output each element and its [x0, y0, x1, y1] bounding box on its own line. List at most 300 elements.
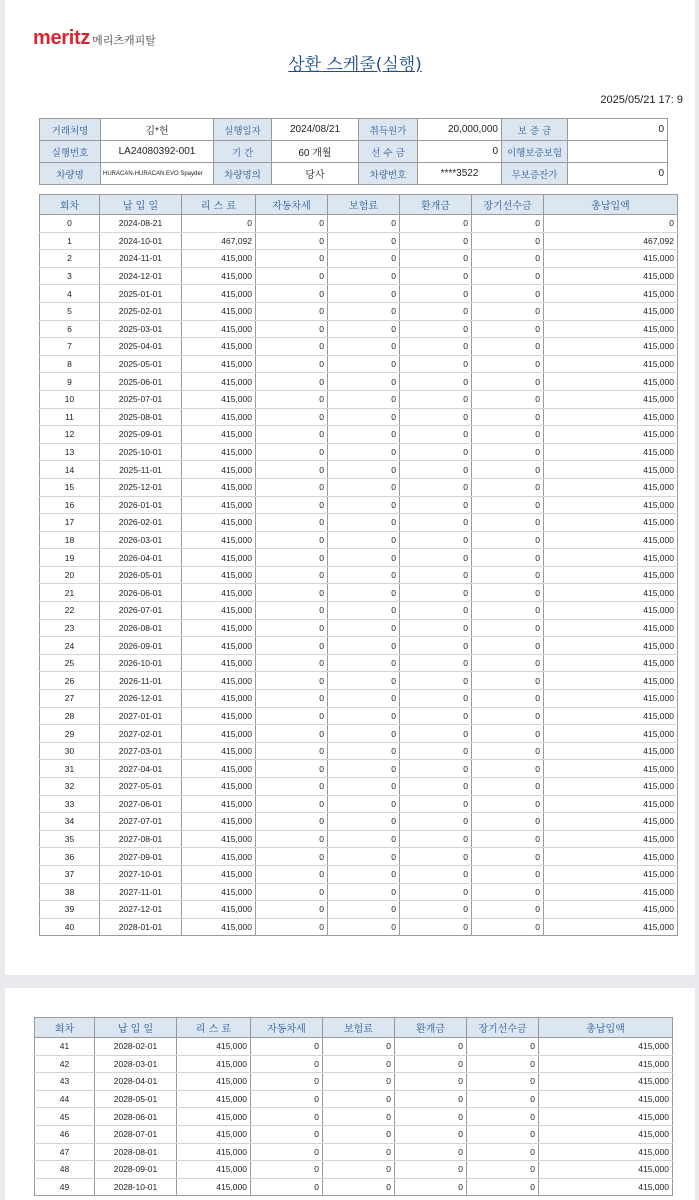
cell-long-term-advance: 0 — [472, 918, 544, 936]
info-row — [40, 119, 668, 141]
cell-total-payment: 415,000 — [544, 707, 678, 725]
info-label: 선 수 금 — [359, 141, 418, 163]
cell-total-payment: 415,000 — [544, 602, 678, 620]
cell-refund: 0 — [400, 443, 472, 461]
cell-round: 21 — [40, 584, 100, 602]
cell-insurance: 0 — [323, 1055, 395, 1073]
cell-long-term-advance: 0 — [467, 1143, 539, 1161]
cell-round: 11 — [40, 408, 100, 426]
cell-car-tax: 0 — [256, 232, 328, 250]
cell-round: 18 — [40, 531, 100, 549]
cell-round: 20 — [40, 566, 100, 584]
cell-long-term-advance: 0 — [472, 742, 544, 760]
cell-long-term-advance: 0 — [467, 1161, 539, 1179]
cell-lease-fee: 415,000 — [182, 250, 256, 268]
cell-round: 38 — [40, 883, 100, 901]
cell-car-tax: 0 — [256, 338, 328, 356]
cell-payment-date: 2025-08-01 — [100, 408, 182, 426]
cell-payment-date: 2026-01-01 — [100, 496, 182, 514]
cell-payment-date: 2027-01-01 — [100, 707, 182, 725]
cell-round: 32 — [40, 778, 100, 796]
cell-total-payment: 415,000 — [544, 654, 678, 672]
cell-total-payment: 0 — [544, 215, 678, 233]
cell-insurance: 0 — [328, 549, 400, 567]
cell-lease-fee: 415,000 — [182, 584, 256, 602]
cell-insurance: 0 — [328, 690, 400, 708]
table-row — [40, 267, 678, 285]
cell-refund: 0 — [400, 496, 472, 514]
cell-insurance: 0 — [328, 778, 400, 796]
info-label: 실행일자 — [214, 119, 272, 141]
table-row — [40, 865, 678, 883]
table-row — [40, 320, 678, 338]
info-label: 이행보증보험 — [502, 141, 568, 163]
col-header-refund: 환개금 — [400, 195, 472, 215]
col-header-total-payment: 총납입액 — [544, 195, 678, 215]
cell-refund: 0 — [395, 1108, 467, 1126]
cell-lease-fee: 415,000 — [177, 1178, 251, 1196]
cell-car-tax: 0 — [251, 1178, 323, 1196]
cell-car-tax: 0 — [256, 302, 328, 320]
cell-lease-fee: 415,000 — [182, 478, 256, 496]
cell-round: 4 — [40, 285, 100, 303]
cell-insurance: 0 — [328, 602, 400, 620]
cell-refund: 0 — [400, 918, 472, 936]
cell-long-term-advance: 0 — [472, 654, 544, 672]
cell-payment-date: 2026-07-01 — [100, 602, 182, 620]
cell-payment-date: 2026-02-01 — [100, 514, 182, 532]
cell-payment-date: 2027-11-01 — [100, 883, 182, 901]
cell-refund: 0 — [400, 426, 472, 444]
table-row — [40, 514, 678, 532]
cell-round: 2 — [40, 250, 100, 268]
cell-refund: 0 — [395, 1073, 467, 1091]
cell-total-payment: 415,000 — [544, 566, 678, 584]
table-row — [35, 1055, 673, 1073]
cell-insurance: 0 — [323, 1108, 395, 1126]
cell-car-tax: 0 — [256, 918, 328, 936]
cell-round: 19 — [40, 549, 100, 567]
cell-refund: 0 — [395, 1090, 467, 1108]
table-row — [35, 1038, 673, 1056]
cell-lease-fee: 415,000 — [177, 1125, 251, 1143]
cell-car-tax: 0 — [256, 390, 328, 408]
cell-car-tax: 0 — [256, 373, 328, 391]
cell-refund: 0 — [400, 338, 472, 356]
cell-insurance: 0 — [328, 865, 400, 883]
cell-refund: 0 — [400, 654, 472, 672]
cell-total-payment: 415,000 — [544, 619, 678, 637]
cell-payment-date: 2026-09-01 — [100, 637, 182, 655]
cell-long-term-advance: 0 — [472, 215, 544, 233]
cell-payment-date: 2027-06-01 — [100, 795, 182, 813]
cell-car-tax: 0 — [256, 848, 328, 866]
cell-round: 46 — [35, 1125, 95, 1143]
cell-insurance: 0 — [328, 496, 400, 514]
cell-lease-fee: 415,000 — [182, 373, 256, 391]
cell-round: 5 — [40, 302, 100, 320]
cell-refund: 0 — [400, 901, 472, 919]
info-label: 보 증 금 — [502, 119, 568, 141]
cell-long-term-advance: 0 — [467, 1073, 539, 1091]
info-row — [40, 163, 668, 185]
cell-insurance: 0 — [328, 426, 400, 444]
cell-round: 43 — [35, 1073, 95, 1091]
cell-total-payment: 415,000 — [544, 320, 678, 338]
cell-round: 29 — [40, 725, 100, 743]
cell-refund: 0 — [400, 795, 472, 813]
table-row — [40, 778, 678, 796]
info-value: 2024/08/21 — [272, 119, 359, 141]
cell-insurance: 0 — [328, 654, 400, 672]
cell-payment-date: 2027-09-01 — [100, 848, 182, 866]
cell-long-term-advance: 0 — [472, 232, 544, 250]
cell-payment-date: 2028-07-01 — [95, 1125, 177, 1143]
col-header-lease-fee: 리 스 료 — [177, 1018, 251, 1038]
cell-payment-date: 2028-08-01 — [95, 1143, 177, 1161]
cell-payment-date: 2025-06-01 — [100, 373, 182, 391]
cell-total-payment: 415,000 — [539, 1143, 673, 1161]
cell-refund: 0 — [400, 865, 472, 883]
cell-insurance: 0 — [328, 373, 400, 391]
cell-round: 42 — [35, 1055, 95, 1073]
cell-lease-fee: 415,000 — [182, 760, 256, 778]
meritz-logo — [33, 27, 156, 50]
cell-lease-fee: 415,000 — [182, 830, 256, 848]
logo-company-name: 메리츠캐피탈 — [92, 34, 156, 47]
cell-long-term-advance: 0 — [472, 813, 544, 831]
cell-total-payment: 415,000 — [544, 778, 678, 796]
cell-long-term-advance: 0 — [472, 285, 544, 303]
info-label: 실행번호 — [40, 141, 101, 163]
cell-refund: 0 — [400, 355, 472, 373]
cell-total-payment: 415,000 — [544, 461, 678, 479]
cell-insurance: 0 — [323, 1143, 395, 1161]
cell-refund: 0 — [400, 742, 472, 760]
cell-refund: 0 — [400, 373, 472, 391]
cell-car-tax: 0 — [251, 1125, 323, 1143]
cell-lease-fee: 415,000 — [182, 285, 256, 303]
page-title: 상환 스케줄(실행) — [288, 55, 422, 75]
cell-car-tax: 0 — [251, 1143, 323, 1161]
cell-payment-date: 2025-03-01 — [100, 320, 182, 338]
cell-insurance: 0 — [323, 1038, 395, 1056]
cell-car-tax: 0 — [256, 760, 328, 778]
cell-payment-date: 2026-11-01 — [100, 672, 182, 690]
table-row — [40, 531, 678, 549]
cell-payment-date: 2027-10-01 — [100, 865, 182, 883]
cell-round: 35 — [40, 830, 100, 848]
cell-round: 14 — [40, 461, 100, 479]
cell-lease-fee: 415,000 — [177, 1073, 251, 1091]
cell-long-term-advance: 0 — [472, 795, 544, 813]
table-row — [40, 496, 678, 514]
cell-round: 8 — [40, 355, 100, 373]
cell-lease-fee: 415,000 — [182, 602, 256, 620]
col-header-lease-fee: 리 스 료 — [182, 195, 256, 215]
cell-long-term-advance: 0 — [472, 672, 544, 690]
cell-car-tax: 0 — [256, 514, 328, 532]
info-label: 차량명 — [40, 163, 101, 185]
cell-car-tax: 0 — [256, 320, 328, 338]
cell-refund: 0 — [400, 514, 472, 532]
cell-long-term-advance: 0 — [467, 1178, 539, 1196]
table-row — [40, 373, 678, 391]
table-row — [35, 1090, 673, 1108]
cell-total-payment: 415,000 — [544, 285, 678, 303]
cell-insurance: 0 — [328, 901, 400, 919]
cell-insurance: 0 — [328, 584, 400, 602]
cell-payment-date: 2026-03-01 — [100, 531, 182, 549]
cell-round: 6 — [40, 320, 100, 338]
cell-long-term-advance: 0 — [467, 1090, 539, 1108]
cell-payment-date: 2028-10-01 — [95, 1178, 177, 1196]
col-header-insurance: 보험료 — [328, 195, 400, 215]
cell-car-tax: 0 — [256, 813, 328, 831]
cell-car-tax: 0 — [251, 1161, 323, 1179]
cell-car-tax: 0 — [256, 830, 328, 848]
cell-payment-date: 2024-08-21 — [100, 215, 182, 233]
cell-insurance: 0 — [328, 355, 400, 373]
cell-insurance: 0 — [328, 478, 400, 496]
cell-insurance: 0 — [328, 338, 400, 356]
cell-insurance: 0 — [328, 742, 400, 760]
cell-round: 27 — [40, 690, 100, 708]
table-row — [40, 918, 678, 936]
cell-insurance: 0 — [328, 813, 400, 831]
cell-lease-fee: 415,000 — [177, 1038, 251, 1056]
cell-payment-date: 2027-04-01 — [100, 760, 182, 778]
cell-total-payment: 415,000 — [544, 848, 678, 866]
cell-round: 34 — [40, 813, 100, 831]
cell-long-term-advance: 0 — [472, 478, 544, 496]
cell-refund: 0 — [400, 848, 472, 866]
cell-total-payment: 415,000 — [544, 637, 678, 655]
cell-long-term-advance: 0 — [472, 690, 544, 708]
cell-car-tax: 0 — [256, 443, 328, 461]
cell-long-term-advance: 0 — [472, 778, 544, 796]
cell-payment-date: 2026-12-01 — [100, 690, 182, 708]
table-row — [40, 830, 678, 848]
cell-payment-date: 2026-06-01 — [100, 584, 182, 602]
cell-long-term-advance: 0 — [472, 426, 544, 444]
cell-payment-date: 2027-05-01 — [100, 778, 182, 796]
cell-insurance: 0 — [328, 531, 400, 549]
cell-total-payment: 415,000 — [544, 742, 678, 760]
cell-payment-date: 2028-01-01 — [100, 918, 182, 936]
cell-payment-date: 2027-02-01 — [100, 725, 182, 743]
cell-lease-fee: 415,000 — [182, 496, 256, 514]
cell-car-tax: 0 — [256, 637, 328, 655]
cell-total-payment: 415,000 — [544, 355, 678, 373]
cell-payment-date: 2027-12-01 — [100, 901, 182, 919]
table-row — [35, 1143, 673, 1161]
cell-insurance: 0 — [328, 830, 400, 848]
cell-car-tax: 0 — [256, 549, 328, 567]
cell-round: 7 — [40, 338, 100, 356]
cell-insurance: 0 — [328, 725, 400, 743]
table-row — [40, 408, 678, 426]
cell-refund: 0 — [395, 1055, 467, 1073]
cell-insurance: 0 — [328, 795, 400, 813]
cell-lease-fee: 415,000 — [182, 865, 256, 883]
cell-long-term-advance: 0 — [472, 566, 544, 584]
table-row — [40, 619, 678, 637]
cell-long-term-advance: 0 — [472, 619, 544, 637]
table-row — [35, 1073, 673, 1091]
info-label: 차량명의 — [214, 163, 272, 185]
cell-round: 49 — [35, 1178, 95, 1196]
cell-lease-fee: 415,000 — [182, 795, 256, 813]
cell-total-payment: 415,000 — [544, 250, 678, 268]
table-row — [35, 1108, 673, 1126]
cell-car-tax: 0 — [256, 654, 328, 672]
table-row — [40, 478, 678, 496]
cell-lease-fee: 415,000 — [182, 408, 256, 426]
print-date: 2025/05/21 17: 9 — [600, 94, 683, 106]
table-row — [40, 285, 678, 303]
cell-refund: 0 — [400, 707, 472, 725]
cell-insurance: 0 — [328, 619, 400, 637]
cell-total-payment: 415,000 — [544, 918, 678, 936]
cell-refund: 0 — [395, 1178, 467, 1196]
table-row — [40, 355, 678, 373]
cell-car-tax: 0 — [256, 285, 328, 303]
cell-payment-date: 2026-08-01 — [100, 619, 182, 637]
cell-long-term-advance: 0 — [472, 373, 544, 391]
cell-long-term-advance: 0 — [472, 725, 544, 743]
cell-insurance: 0 — [328, 566, 400, 584]
cell-car-tax: 0 — [256, 461, 328, 479]
cell-total-payment: 415,000 — [544, 883, 678, 901]
table-row — [40, 883, 678, 901]
cell-total-payment: 415,000 — [539, 1073, 673, 1091]
info-label: 차량번호 — [359, 163, 418, 185]
table-row — [40, 426, 678, 444]
cell-long-term-advance: 0 — [472, 267, 544, 285]
cell-total-payment: 415,000 — [544, 901, 678, 919]
table-row — [40, 302, 678, 320]
col-header-round: 회차 — [40, 195, 100, 215]
cell-payment-date: 2026-10-01 — [100, 654, 182, 672]
cell-long-term-advance: 0 — [472, 848, 544, 866]
cell-car-tax: 0 — [251, 1108, 323, 1126]
info-value: 20,000,000 — [418, 119, 502, 141]
cell-insurance: 0 — [328, 320, 400, 338]
cell-lease-fee: 415,000 — [182, 320, 256, 338]
table-row — [40, 232, 678, 250]
cell-car-tax: 0 — [251, 1038, 323, 1056]
cell-payment-date: 2028-02-01 — [95, 1038, 177, 1056]
cell-total-payment: 415,000 — [539, 1038, 673, 1056]
cell-car-tax: 0 — [256, 725, 328, 743]
cell-insurance: 0 — [323, 1125, 395, 1143]
cell-payment-date: 2024-10-01 — [100, 232, 182, 250]
cell-lease-fee: 415,000 — [182, 531, 256, 549]
cell-insurance: 0 — [328, 408, 400, 426]
cell-refund: 0 — [400, 232, 472, 250]
cell-refund: 0 — [400, 408, 472, 426]
info-label: 거래처명 — [40, 119, 101, 141]
info-label: 무보증잔가 — [502, 163, 568, 185]
cell-insurance: 0 — [323, 1073, 395, 1091]
table-row — [40, 549, 678, 567]
col-header-payment-date: 납 입 일 — [100, 195, 182, 215]
cell-long-term-advance: 0 — [472, 637, 544, 655]
cell-refund: 0 — [400, 619, 472, 637]
info-value: 0 — [568, 119, 668, 141]
cell-long-term-advance: 0 — [472, 602, 544, 620]
cell-refund: 0 — [395, 1125, 467, 1143]
cell-payment-date: 2025-02-01 — [100, 302, 182, 320]
cell-total-payment: 415,000 — [544, 496, 678, 514]
info-value: ****3522 — [418, 163, 502, 185]
cell-insurance: 0 — [328, 637, 400, 655]
schedule-header-row — [40, 195, 678, 215]
cell-insurance: 0 — [328, 267, 400, 285]
cell-total-payment: 415,000 — [544, 531, 678, 549]
cell-total-payment: 415,000 — [544, 373, 678, 391]
cell-refund: 0 — [400, 690, 472, 708]
table-row — [40, 690, 678, 708]
cell-lease-fee: 415,000 — [182, 461, 256, 479]
cell-car-tax: 0 — [251, 1090, 323, 1108]
cell-car-tax: 0 — [256, 795, 328, 813]
cell-insurance: 0 — [328, 918, 400, 936]
cell-lease-fee: 0 — [182, 215, 256, 233]
cell-long-term-advance: 0 — [467, 1108, 539, 1126]
cell-payment-date: 2025-01-01 — [100, 285, 182, 303]
cell-total-payment: 415,000 — [544, 267, 678, 285]
cell-car-tax: 0 — [256, 531, 328, 549]
cell-lease-fee: 415,000 — [182, 778, 256, 796]
table-row — [40, 602, 678, 620]
cell-car-tax: 0 — [256, 584, 328, 602]
cell-insurance: 0 — [328, 443, 400, 461]
table-row — [40, 795, 678, 813]
cell-refund: 0 — [400, 566, 472, 584]
cell-insurance: 0 — [323, 1178, 395, 1196]
cell-lease-fee: 415,000 — [182, 672, 256, 690]
col-header-refund: 환개금 — [395, 1018, 467, 1038]
cell-long-term-advance: 0 — [472, 549, 544, 567]
cell-payment-date: 2025-07-01 — [100, 390, 182, 408]
cell-total-payment: 415,000 — [544, 830, 678, 848]
cell-payment-date: 2024-12-01 — [100, 267, 182, 285]
cell-insurance: 0 — [328, 672, 400, 690]
cell-total-payment: 415,000 — [539, 1125, 673, 1143]
cell-insurance: 0 — [323, 1090, 395, 1108]
cell-long-term-advance: 0 — [472, 390, 544, 408]
cell-refund: 0 — [400, 584, 472, 602]
cell-car-tax: 0 — [251, 1073, 323, 1091]
cell-payment-date: 2025-12-01 — [100, 478, 182, 496]
cell-lease-fee: 415,000 — [182, 338, 256, 356]
cell-total-payment: 415,000 — [544, 690, 678, 708]
cell-lease-fee: 415,000 — [182, 707, 256, 725]
info-value: 0 — [418, 141, 502, 163]
cell-payment-date: 2027-03-01 — [100, 742, 182, 760]
cell-car-tax: 0 — [256, 250, 328, 268]
cell-round: 0 — [40, 215, 100, 233]
cell-insurance: 0 — [328, 707, 400, 725]
cell-long-term-advance: 0 — [472, 250, 544, 268]
cell-round: 44 — [35, 1090, 95, 1108]
cell-round: 40 — [40, 918, 100, 936]
cell-payment-date: 2027-07-01 — [100, 813, 182, 831]
table-row — [40, 637, 678, 655]
cell-refund: 0 — [400, 302, 472, 320]
